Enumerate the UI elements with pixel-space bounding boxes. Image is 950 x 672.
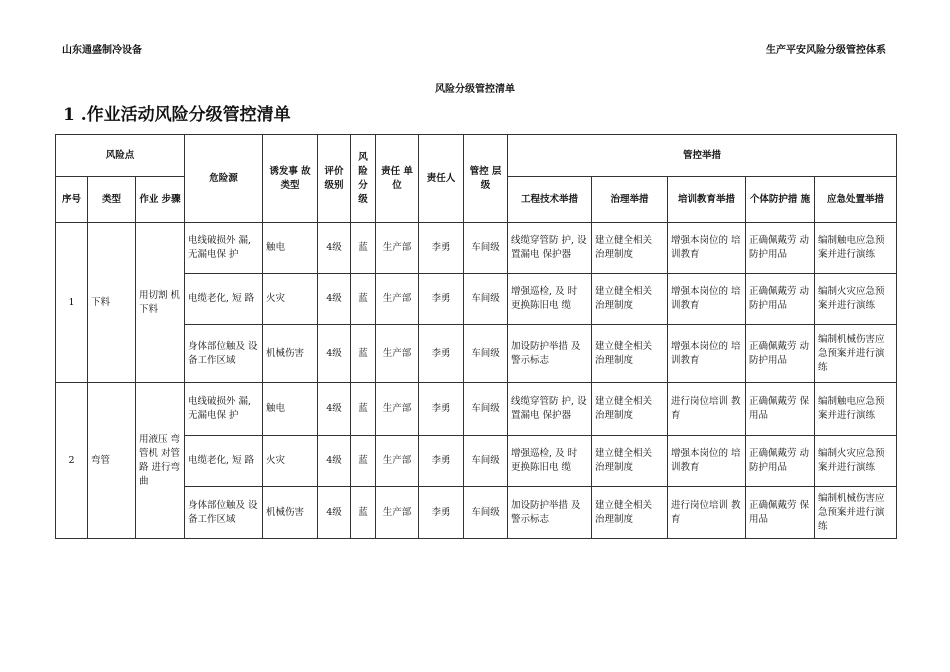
header-step: 作业 步骤: [136, 177, 185, 223]
cell-accident: 机械伤害: [263, 325, 318, 383]
header-risk-level: 风险分级: [351, 135, 376, 223]
cell-person: 李勇: [419, 436, 464, 487]
cell-training: 增强本岗位的 培训教育: [668, 223, 746, 274]
cell-eval: 4级: [318, 325, 351, 383]
cell-seq: 2: [56, 383, 88, 539]
cell-control-level: 车间级: [464, 383, 508, 436]
cell-step: 用液压 弯 管机 对管 路 进行弯 曲: [136, 383, 185, 539]
cell-emergency: 编制机械伤害应 急预案并进行演 练: [815, 487, 897, 539]
cell-eval: 4级: [318, 274, 351, 325]
cell-level: 蓝: [351, 325, 376, 383]
cell-ppe: 正确佩戴劳 保用品: [746, 487, 815, 539]
cell-eval: 4级: [318, 487, 351, 539]
cell-level: 蓝: [351, 487, 376, 539]
cell-engineering: 加设防护举措 及 警示标志: [508, 325, 592, 383]
cell-management: 建立健全相关 治理制度: [592, 487, 668, 539]
cell-management: 建立健全相关 治理制度: [592, 223, 668, 274]
header-management: 治理举措: [592, 177, 668, 223]
cell-level: 蓝: [351, 383, 376, 436]
cell-type: 下料: [88, 223, 136, 383]
cell-control-level: 车间级: [464, 436, 508, 487]
header-engineering: 工程技术举措: [508, 177, 592, 223]
cell-management: 建立健全相关 治理制度: [592, 436, 668, 487]
cell-hazard: 电线破损外 漏, 无漏电保 护: [185, 383, 263, 436]
cell-accident: 触电: [263, 383, 318, 436]
table-row: [56, 223, 897, 274]
cell-engineering: 线缆穿管防 护, 设置漏电 保护器: [508, 223, 592, 274]
cell-emergency: 编制火灾应急预 案并进行演练: [815, 436, 897, 487]
cell-person: 李勇: [419, 487, 464, 539]
cell-ppe: 正确佩戴劳 动防护用品: [746, 274, 815, 325]
cell-ppe: 正确佩戴劳 保用品: [746, 383, 815, 436]
system-name: 生产平安风险分级管控体系: [766, 45, 886, 56]
cell-hazard: 身体部位触及 设备工作区域: [185, 487, 263, 539]
cell-engineering: 增强巡检, 及 时 更换陈旧电 缆: [508, 274, 592, 325]
cell-training: 增强本岗位的 培训教育: [668, 436, 746, 487]
cell-management: 建立健全相关 治理制度: [592, 325, 668, 383]
cell-hazard: 电缆老化, 短 路: [185, 274, 263, 325]
header-risk-point: 风险点: [56, 135, 185, 177]
header-control-level: 管控 层级: [464, 135, 508, 223]
cell-seq: 1: [56, 223, 88, 383]
cell-person: 李勇: [419, 274, 464, 325]
risk-control-table: [55, 134, 897, 539]
cell-eval: 4级: [318, 223, 351, 274]
cell-emergency: 编制机械伤害应 急预案并进行演 练: [815, 325, 897, 383]
header-ppe: 个体防护措 施: [746, 177, 815, 223]
cell-training: 增强本岗位的 培训教育: [668, 325, 746, 383]
header-seq: 序号: [56, 177, 88, 223]
cell-engineering: 线缆穿管防 护, 设置漏电 保护器: [508, 383, 592, 436]
header-eval-level: 评价 级别: [318, 135, 351, 223]
document-title: 风险分级管控清单: [435, 84, 515, 95]
header-type: 类型: [88, 177, 136, 223]
cell-dept: 生产部: [376, 436, 419, 487]
cell-person: 李勇: [419, 383, 464, 436]
cell-control-level: 车间级: [464, 274, 508, 325]
cell-ppe: 正确佩戴劳 动防护用品: [746, 325, 815, 383]
cell-training: 进行岗位培训 教育: [668, 487, 746, 539]
cell-ppe: 正确佩戴劳 动防护用品: [746, 436, 815, 487]
cell-hazard: 电缆老化, 短 路: [185, 436, 263, 487]
cell-level: 蓝: [351, 436, 376, 487]
cell-engineering: 增强巡检, 及 时 更换陈旧电 缆: [508, 436, 592, 487]
header-accident-type: 诱发事 故类型: [263, 135, 318, 223]
cell-ppe: 正确佩戴劳 动防护用品: [746, 223, 815, 274]
cell-person: 李勇: [419, 223, 464, 274]
cell-control-level: 车间级: [464, 325, 508, 383]
cell-eval: 4级: [318, 436, 351, 487]
cell-accident: 机械伤害: [263, 487, 318, 539]
cell-eval: 4级: [318, 383, 351, 436]
cell-control-level: 车间级: [464, 487, 508, 539]
cell-management: 建立健全相关 治理制度: [592, 383, 668, 436]
cell-emergency: 编制触电应急预 案并进行演练: [815, 223, 897, 274]
table-row: [56, 383, 897, 436]
header-hazard: 危险源: [185, 135, 263, 223]
cell-dept: 生产部: [376, 325, 419, 383]
company-name: 山东通盛制冷设备: [62, 45, 142, 56]
cell-dept: 生产部: [376, 274, 419, 325]
cell-dept: 生产部: [376, 223, 419, 274]
cell-emergency: 编制火灾应急预 案并进行演练: [815, 274, 897, 325]
cell-accident: 火灾: [263, 274, 318, 325]
header-responsible-person: 责任人: [419, 135, 464, 223]
cell-accident: 火灾: [263, 436, 318, 487]
cell-emergency: 编制触电应急预 案并进行演练: [815, 383, 897, 436]
cell-dept: 生产部: [376, 487, 419, 539]
cell-hazard: 身体部位触及 设备工作区域: [185, 325, 263, 383]
header-training: 培训教育举措: [668, 177, 746, 223]
cell-level: 蓝: [351, 274, 376, 325]
header-emergency: 应急处置举措: [815, 177, 897, 223]
cell-management: 建立健全相关 治理制度: [592, 274, 668, 325]
cell-person: 李勇: [419, 325, 464, 383]
cell-hazard: 电线破损外 漏, 无漏电保 护: [185, 223, 263, 274]
cell-training: 增强本岗位的 培训教育: [668, 274, 746, 325]
section-title: 1 .作业活动风险分级管控清单: [63, 105, 291, 125]
header-responsible-dept: 责任 单位: [376, 135, 419, 223]
cell-accident: 触电: [263, 223, 318, 274]
cell-training: 进行岗位培训 教育: [668, 383, 746, 436]
header-control-measures: 管控举措: [508, 135, 897, 177]
cell-step: 用切割 机 下料: [136, 223, 185, 383]
cell-type: 弯管: [88, 383, 136, 539]
cell-dept: 生产部: [376, 383, 419, 436]
cell-level: 蓝: [351, 223, 376, 274]
cell-engineering: 加设防护举措 及 警示标志: [508, 487, 592, 539]
cell-control-level: 车间级: [464, 223, 508, 274]
